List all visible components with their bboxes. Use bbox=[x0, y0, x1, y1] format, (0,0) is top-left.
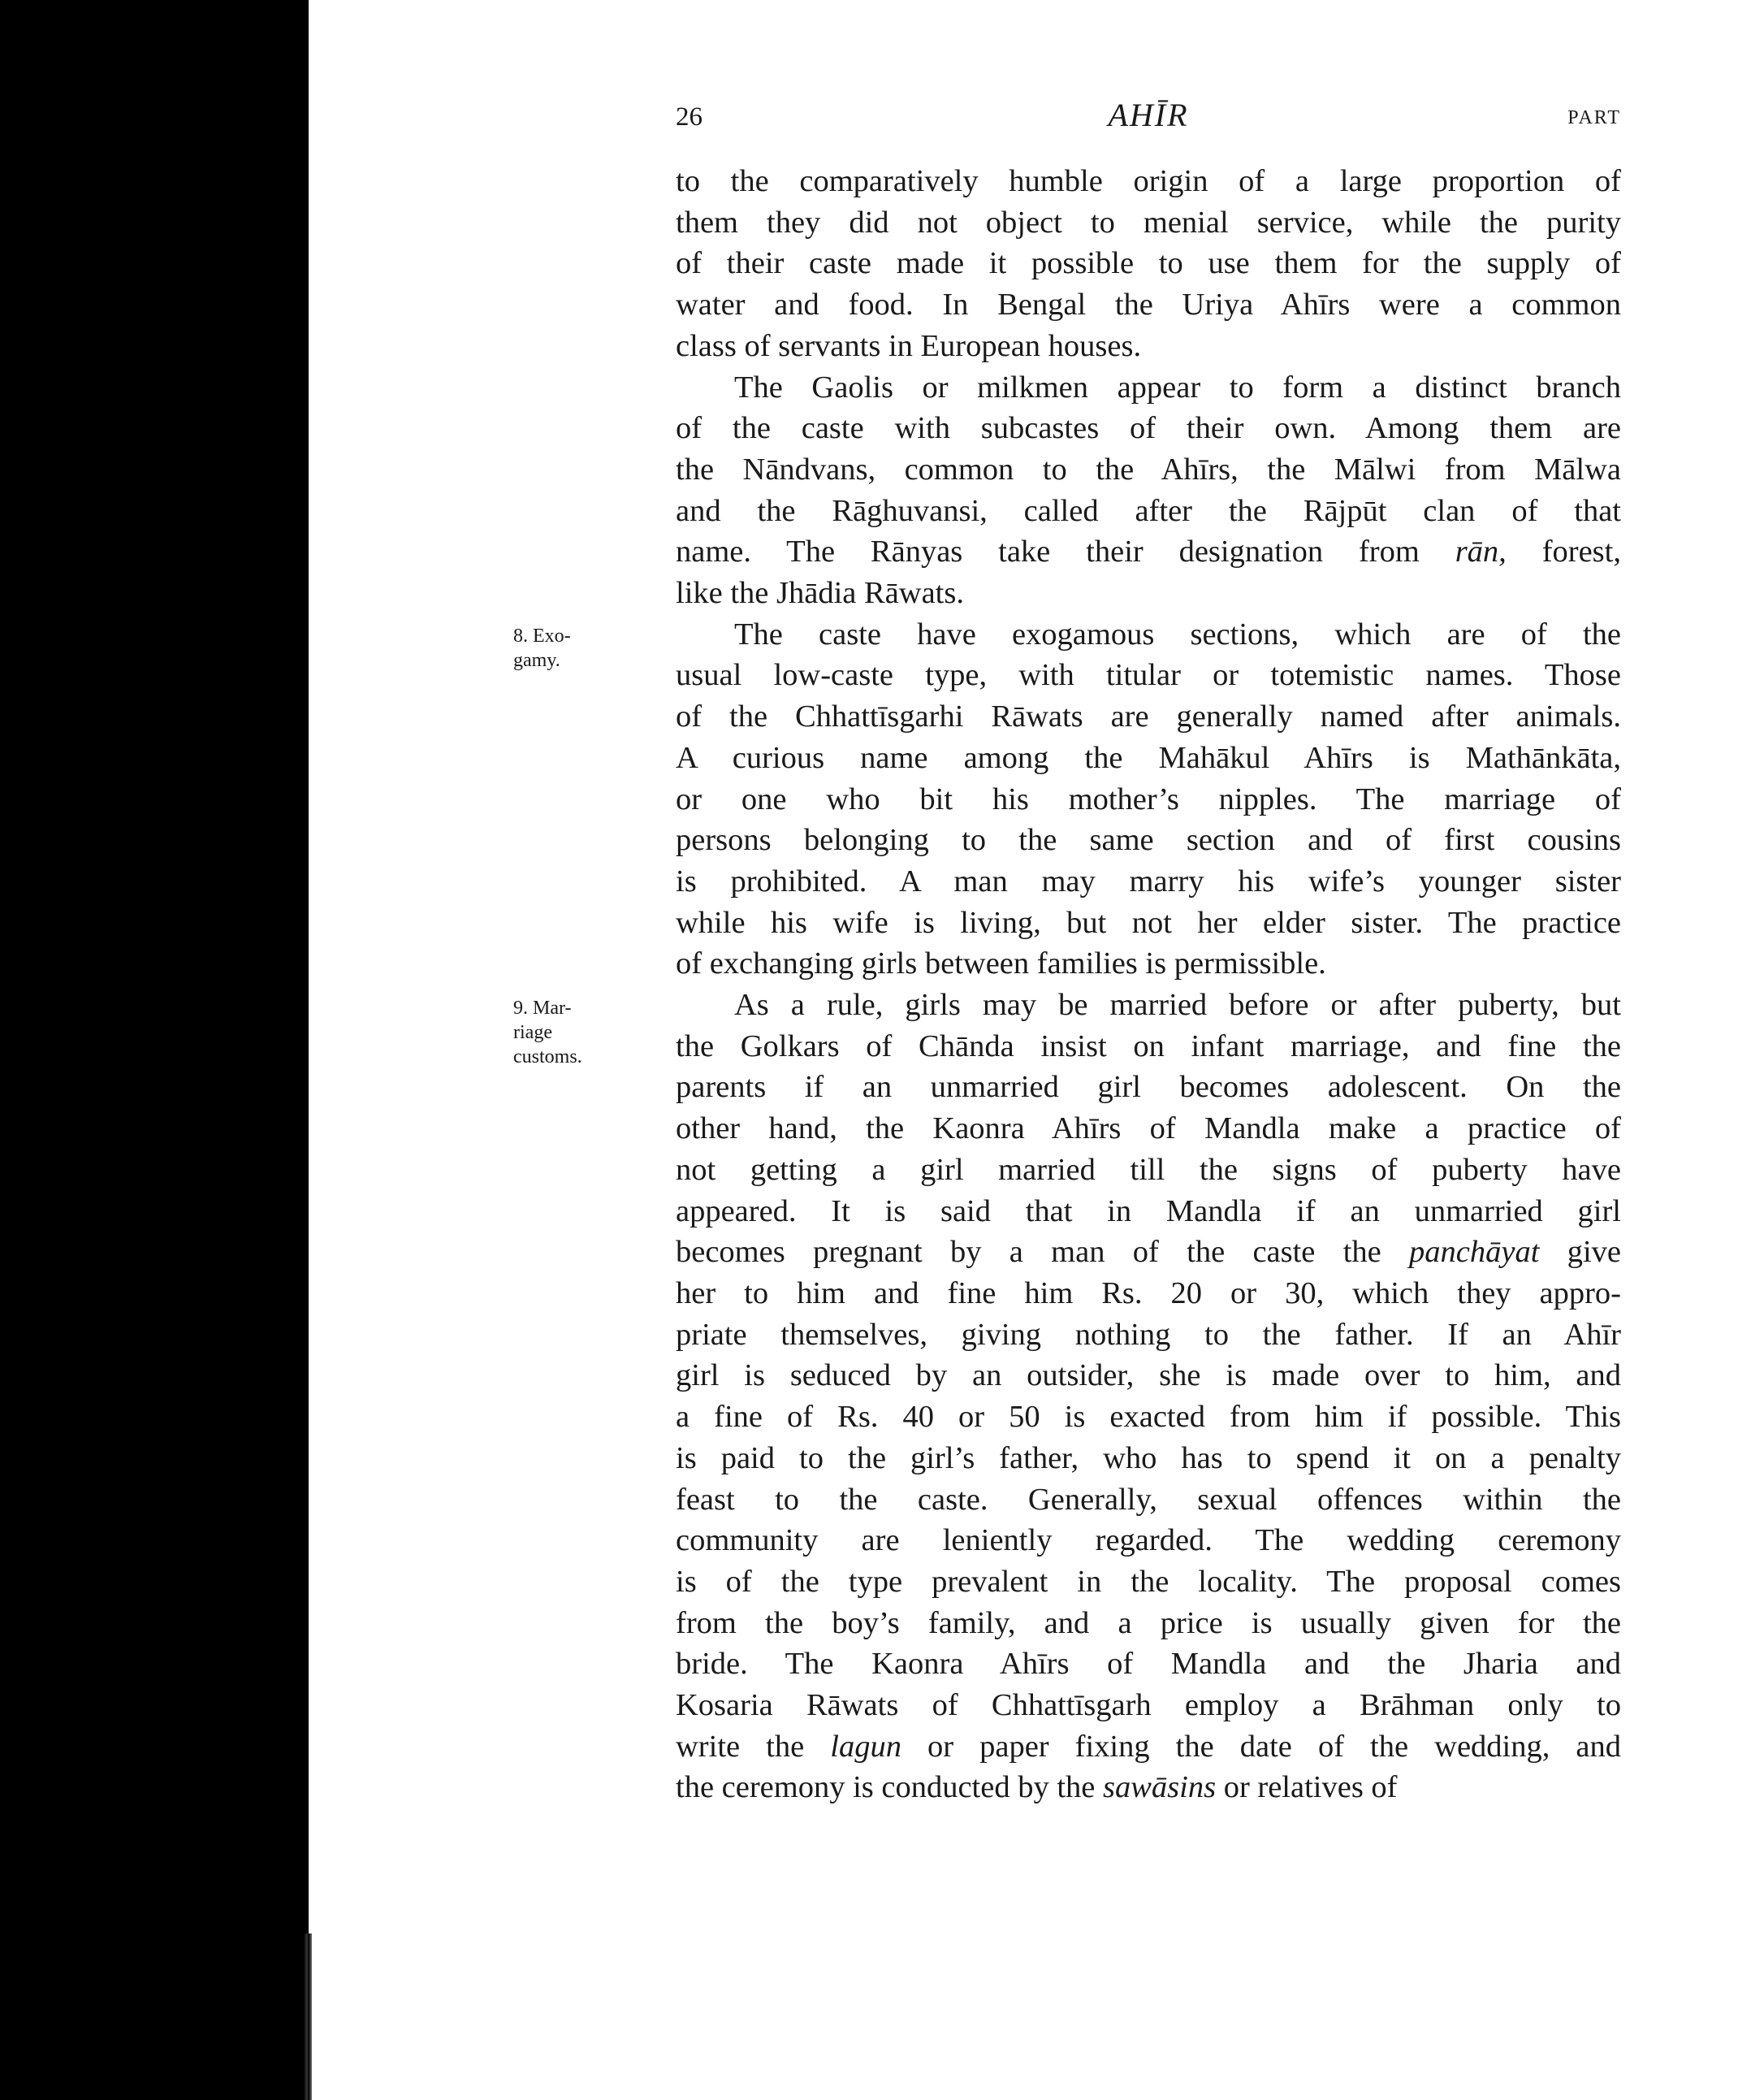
text-line: other hand, the Kaonra Ahīrs of Mandla make a practice of bbox=[676, 1111, 1621, 1146]
text-line: The Gaolis or milkmen appear to form a distinct branch bbox=[734, 370, 1621, 405]
page-header bbox=[676, 96, 1621, 145]
scan-margin-black-band bbox=[0, 0, 309, 2100]
text-line: bride. The Kaonra Ahīrs of Mandla and the Jharia and bbox=[676, 1647, 1621, 1682]
sidenote-line: gamy. bbox=[513, 650, 560, 671]
text-line: usual low-caste type, with titular or totemistic names. Those bbox=[676, 658, 1621, 693]
paragraph bbox=[676, 161, 1621, 367]
text-line: while his wife is living, but not her elder sister. The practice bbox=[676, 905, 1621, 940]
page-number: 26 bbox=[676, 102, 703, 132]
text-line: from the boy’s family, and a price is usually given for the bbox=[676, 1605, 1621, 1640]
text-line: is of the type prevalent in the locality. The proposal comes bbox=[676, 1564, 1621, 1599]
text-line: the ceremony is conducted by the sawāsins or relatives of bbox=[676, 1770, 1398, 1805]
text-line: like the Jhādia Rāwats. bbox=[676, 576, 964, 611]
text-line: or one who bit his mother’s nipples. The marriage of bbox=[676, 782, 1621, 816]
body-text bbox=[676, 161, 1621, 1808]
text-line: and the Rāghuvansi, called after the Rājpūt clan of that bbox=[676, 493, 1621, 528]
text-line: A curious name among the Mahākul Ahīrs is Mathānkāta, bbox=[676, 740, 1621, 775]
text-line: priate themselves, giving nothing to the father. If an Ahīr bbox=[676, 1317, 1621, 1352]
text-line: class of servants in European houses. bbox=[676, 328, 1142, 363]
text-line: her to him and fine him Rs. 20 or 30, which they appro- bbox=[676, 1275, 1621, 1310]
text-line: the Nāndvans, common to the Ahīrs, the Mālwi from Mālwa bbox=[676, 452, 1621, 487]
text-line: Kosaria Rāwats of Chhattīsgarh employ a Brāhman only to bbox=[676, 1688, 1621, 1723]
sidenote-line: 9. Mar- bbox=[513, 998, 572, 1019]
text-line: to the comparatively humble origin of a large proportion of bbox=[676, 164, 1621, 198]
text-line: write the lagun or paper fixing the date of the wedding, and bbox=[676, 1729, 1621, 1764]
sidenote-line: 8. Exo- bbox=[513, 626, 571, 647]
text-line: them they did not object to menial service, while the purity bbox=[676, 205, 1621, 240]
text-line: not getting a girl married till the signs of puberty have bbox=[676, 1152, 1621, 1187]
scan-margin-edge bbox=[304, 1933, 312, 2100]
text-line: parents if an unmarried girl becomes adolescent. On the bbox=[676, 1070, 1621, 1105]
sidenote-line: riage bbox=[513, 1022, 552, 1043]
text-line: community are leniently regarded. The wedding ceremony bbox=[676, 1523, 1621, 1558]
part-label: PART bbox=[1567, 107, 1621, 128]
text-line: of the caste with subcastes of their own. Among them are bbox=[676, 411, 1621, 446]
text-line: As a rule, girls may be married before or after puberty, but bbox=[734, 988, 1621, 1023]
text-line: becomes pregnant by a man of the caste the panchāyat give bbox=[676, 1235, 1621, 1270]
text-line: The caste have exogamous sections, which are of the bbox=[734, 617, 1621, 652]
text-line: the Golkars of Chānda insist on infant marriage, and fine the bbox=[676, 1028, 1621, 1063]
sidenote-marriage-customs bbox=[513, 996, 643, 1069]
italic-term: panchāyat bbox=[1409, 1235, 1540, 1270]
italic-term: sawāsins bbox=[1103, 1770, 1217, 1805]
sidenote-line: customs. bbox=[513, 1046, 582, 1067]
text-line: feast to the caste. Generally, sexual offences within the bbox=[676, 1482, 1621, 1517]
text-line: appeared. It is said that in Mandla if an unmarried girl bbox=[676, 1193, 1621, 1228]
text-line: name. The Rānyas take their designation from rān, forest, bbox=[676, 535, 1621, 569]
text-line: of the Chhattīsgarhi Rāwats are generally named after animals. bbox=[676, 699, 1621, 734]
text-line: of their caste made it possible to use them for the supply of bbox=[676, 246, 1621, 281]
italic-term: rān, bbox=[1455, 535, 1507, 569]
text-line: persons belonging to the same section and of first cousins bbox=[676, 823, 1621, 858]
paragraph bbox=[676, 985, 1621, 1808]
text-line: water and food. In Bengal the Uriya Ahīrs were a common bbox=[676, 288, 1621, 323]
running-title: AHĪR bbox=[1108, 97, 1189, 133]
italic-term: lagun bbox=[830, 1729, 901, 1764]
text-line: a fine of Rs. 40 or 50 is exacted from him if possible. This bbox=[676, 1400, 1621, 1435]
sidenote-exogamy bbox=[513, 624, 643, 673]
text-line: girl is seduced by an outsider, she is made over to him, and bbox=[676, 1358, 1621, 1393]
paragraph bbox=[676, 367, 1621, 614]
text-line: is paid to the girl’s father, who has to spend it on a penalty bbox=[676, 1440, 1621, 1475]
text-line: of exchanging girls between families is permissible. bbox=[676, 946, 1326, 981]
text-line: is prohibited. A man may marry his wife’s younger sister bbox=[676, 864, 1621, 898]
paragraph bbox=[676, 614, 1621, 985]
